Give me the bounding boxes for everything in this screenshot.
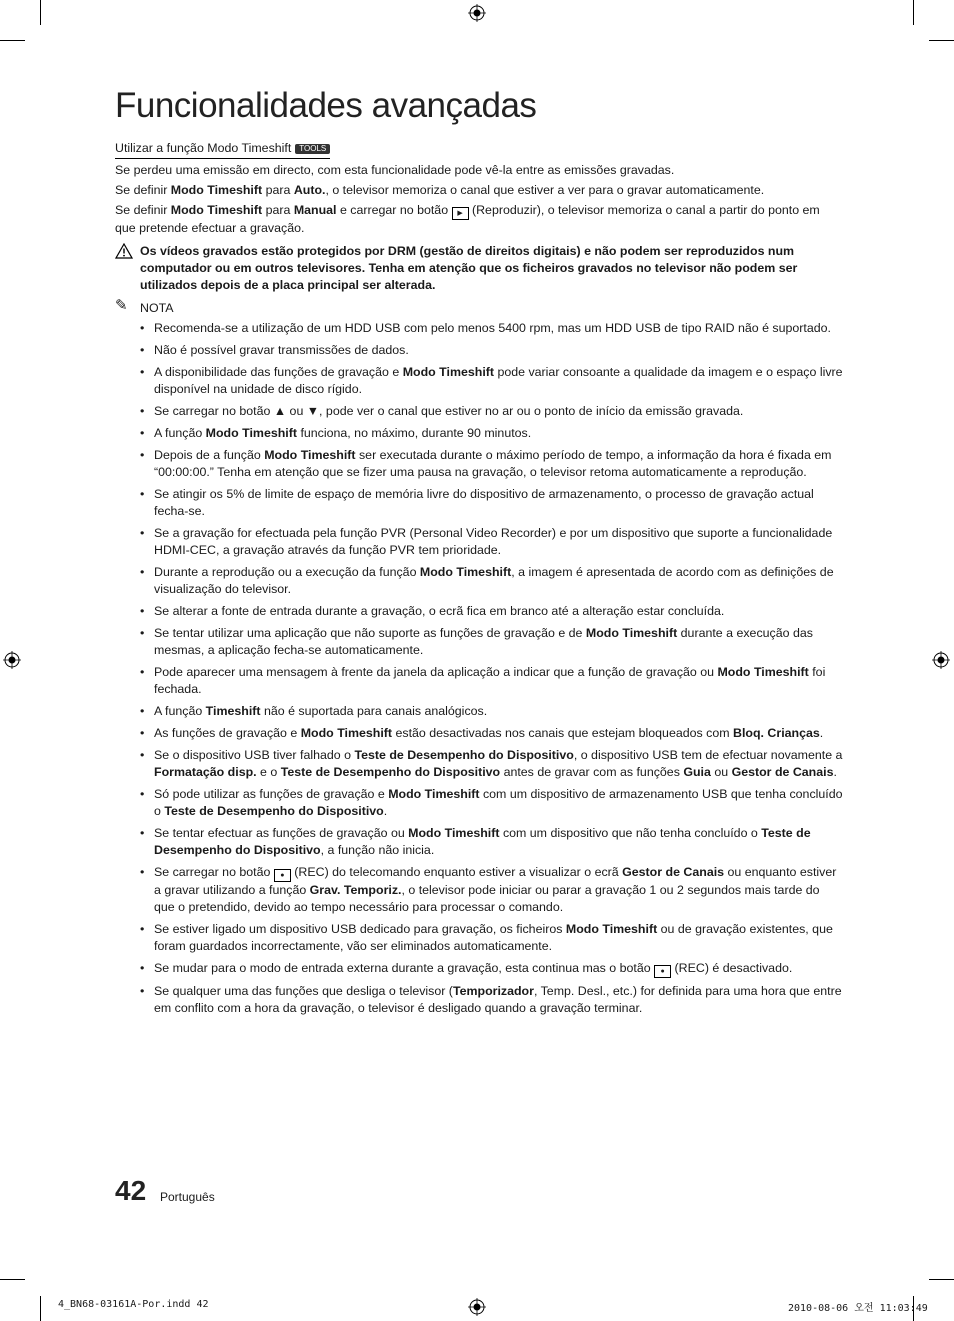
bold-term: Formatação disp. [154,765,257,779]
bold-term: Temporizador [452,984,534,998]
print-footer-file: 4_BN68-03161A-Por.indd 42 [58,1299,209,1310]
note-label: NOTA [140,301,174,315]
crop-mark [0,1279,25,1280]
tools-badge: TOOLS [295,144,330,154]
pencil-note-icon: ✎ [115,297,128,314]
rec-button-icon: ● [274,869,291,882]
crop-mark [913,0,914,25]
warning-block [115,243,843,294]
page-language: Português [160,1190,215,1204]
note-item: • Durante a reprodução ou a execução da função Modo Timeshift, a imagem é apresentada de acordo com as definições de visualização do televisor. [154,564,843,598]
note-item: • A função Modo Timeshift funciona, no máximo, durante 90 minutos. [154,425,843,442]
rec-button-icon: ● [654,965,671,978]
bold-term: Grav. Temporiz. [309,883,402,897]
registration-mark-icon [932,651,950,669]
note-item: • Se tentar utilizar uma aplicação que não suporte as funções de gravação e de Modo Timeshift durante a execução das mesmas, a aplicação fecha-se automaticamente. [154,625,843,659]
section-heading [115,140,330,159]
note-item: • A função Timeshift não é suportada para canais analógicos. [154,703,843,720]
bold-term: Modo Timeshift [264,448,356,462]
note-item: • Se carregar no botão ▲ ou ▼, pode ver o canal que estiver no ar ou o ponto de início da emissão gravada. [154,403,843,420]
bold-term: Teste de Desempenho do Dispositivo [154,826,811,857]
registration-mark-icon [468,4,486,22]
bold-term: Modo Timeshift [402,365,495,379]
intro-paragraph: Se definir Modo Timeshift para Manual e carregar no botão ▶ (Reproduzir), o televisor memoriza o canal a partir do ponto em que pretende efectuar a gravação. [115,203,820,235]
bold-term: Modo Timeshift [205,426,297,440]
crop-mark [0,40,25,41]
bold-term: Gestor de Canais [731,765,834,779]
note-item: • As funções de gravação e Modo Timeshift estão desactivadas nos canais que estejam bloqueados com Bloq. Crianças. [154,725,843,742]
bold-term: Modo Timeshift [170,183,263,197]
note-item: • Se qualquer uma das funções que desliga o televisor (Temporizador, Temp. Desl., etc.) for definida para uma hora que entre em conflito com a hora da gravação, o televisor é desligado quando a gravação terminar. [154,983,843,1017]
note-item: • A disponibilidade das funções de gravação e Modo Timeshift pode variar consoante a qualidade da imagem e o espaço livre disponível na unidade de disco rígido. [154,364,843,398]
crop-mark [929,40,954,41]
bold-term: Timeshift [205,704,261,718]
bold-term: Modo Timeshift [408,826,500,840]
bold-term: Modo Timeshift [300,726,393,740]
note-item: • Se a gravação for efectuada pela função PVR (Personal Video Recorder) e por um dispositivo que suporte a funcionalidade HDMI-CEC, a gravação através da função PVR tem prioridade. [154,525,843,559]
note-item: • Recomenda-se a utilização de um HDD USB com pelo menos 5400 rpm, mas um HDD USB de tipo RAID não é suportado. [154,320,843,337]
bold-term: Bloq. Crianças [733,726,820,740]
note-item: • Se tentar efectuar as funções de gravação ou Modo Timeshift com um dispositivo que não tenha concluído o Teste de Desempenho do Dispositivo, a função não inicia. [154,825,843,859]
note-heading [115,297,843,317]
intro-paragraph: Se perdeu uma emissão em directo, com esta funcionalidade pode vê-la entre as emissões gravadas. [115,163,675,177]
bold-term: Modo Timeshift [717,665,809,679]
registration-mark-icon [3,651,21,669]
page-content [115,140,843,1022]
bold-term: Manual [293,203,337,217]
crop-mark [929,1279,954,1280]
note-item: • Se carregar no botão ● (REC) do telecomando enquanto estiver a visualizar o ecrã Gestor de Canais ou enquanto estiver a gravar utilizando a função Grav. Temporiz., o televisor pode iniciar ou parar a gravação 1 ou 2 segundos mais tarde do que o pretendido, devido ao tempo necessário para processar o comando. [154,864,843,916]
bold-term: Modo Timeshift [388,787,480,801]
note-item: • Não é possível gravar transmissões de dados. [154,342,843,359]
intro-paragraphs [115,162,843,237]
warning-icon [115,243,133,259]
page-number: 42 [115,1175,147,1206]
note-item: • Depois de a função Modo Timeshift ser executada durante o máximo período de tempo, a informação da hora é fixada em “00:00:00.” Tenha em atenção que se fizer uma pausa na gravação, o televisor retoma automaticamente a reprodução. [154,447,843,481]
warning-text: Os vídeos gravados estão protegidos por DRM (gestão de direitos digitais) e não podem ser reproduzidos num computador ou em outros televisores. Tenha em atenção que os ficheiros gravados no televisor não podem ser utilizados depois de a placa principal ser alterada. [140,244,798,292]
bold-term: Auto. [293,183,326,197]
bold-term: Guia [683,765,711,779]
crop-mark [40,0,41,25]
page-title: Funcionalidades avançadas [115,86,537,125]
crop-mark [40,1296,41,1321]
intro-paragraph: Se definir Modo Timeshift para Auto., o televisor memoriza o canal que estiver a ver para o gravar automaticamente. [115,183,765,197]
note-item: • Se atingir os 5% de limite de espaço de memória livre do dispositivo de armazenamento, o processo de gravação actual fecha-se. [154,486,843,520]
bold-term: Teste de Desempenho do Dispositivo [164,804,384,818]
bold-term: Modo Timeshift [419,565,512,579]
note-item: • Pode aparecer uma mensagem à frente da janela da aplicação a indicar que a função de gravação ou Modo Timeshift foi fechada. [154,664,843,698]
bold-term: Gestor de Canais [622,865,725,879]
bold-term: Modo Timeshift [585,626,678,640]
bold-term: Modo Timeshift [170,203,263,217]
note-item: • Se alterar a fonte de entrada durante a gravação, o ecrã fica em branco até a alteração estar concluída. [154,603,843,620]
section-heading-text: Utilizar a função Modo Timeshift [115,141,292,155]
note-item: • Se o dispositivo USB tiver falhado o Teste de Desempenho do Dispositivo, o dispositivo USB tem de efectuar novamente a Formatação disp. e o Teste de Desempenho do Dispositivo antes de gravar com as funções Guia ou Gestor de Canais. [154,747,843,781]
note-item: • Só pode utilizar as funções de gravação e Modo Timeshift com um dispositivo de armazenamento USB que tenha concluído o Teste de Desempenho do Dispositivo. [154,786,843,820]
note-item: • Se estiver ligado um dispositivo USB dedicado para gravação, os ficheiros Modo Timeshift ou de gravação existentes, que foram guardados incorrectamente, vão ser eliminados automaticamente. [154,921,843,955]
bold-term: Teste de Desempenho do Dispositivo [280,765,501,779]
print-footer-date: 2010-08-06 오전 11:03:49 [788,1303,928,1314]
bold-term: Teste de Desempenho do Dispositivo [354,748,574,762]
bold-term: Modo Timeshift [565,922,658,936]
note-item: • Se mudar para o modo de entrada externa durante a gravação, esta continua mas o botão ● (REC) é desactivado. [154,960,843,978]
registration-mark-icon [468,1298,486,1316]
note-list [115,320,843,1017]
play-button-icon: ▶ [452,207,469,220]
